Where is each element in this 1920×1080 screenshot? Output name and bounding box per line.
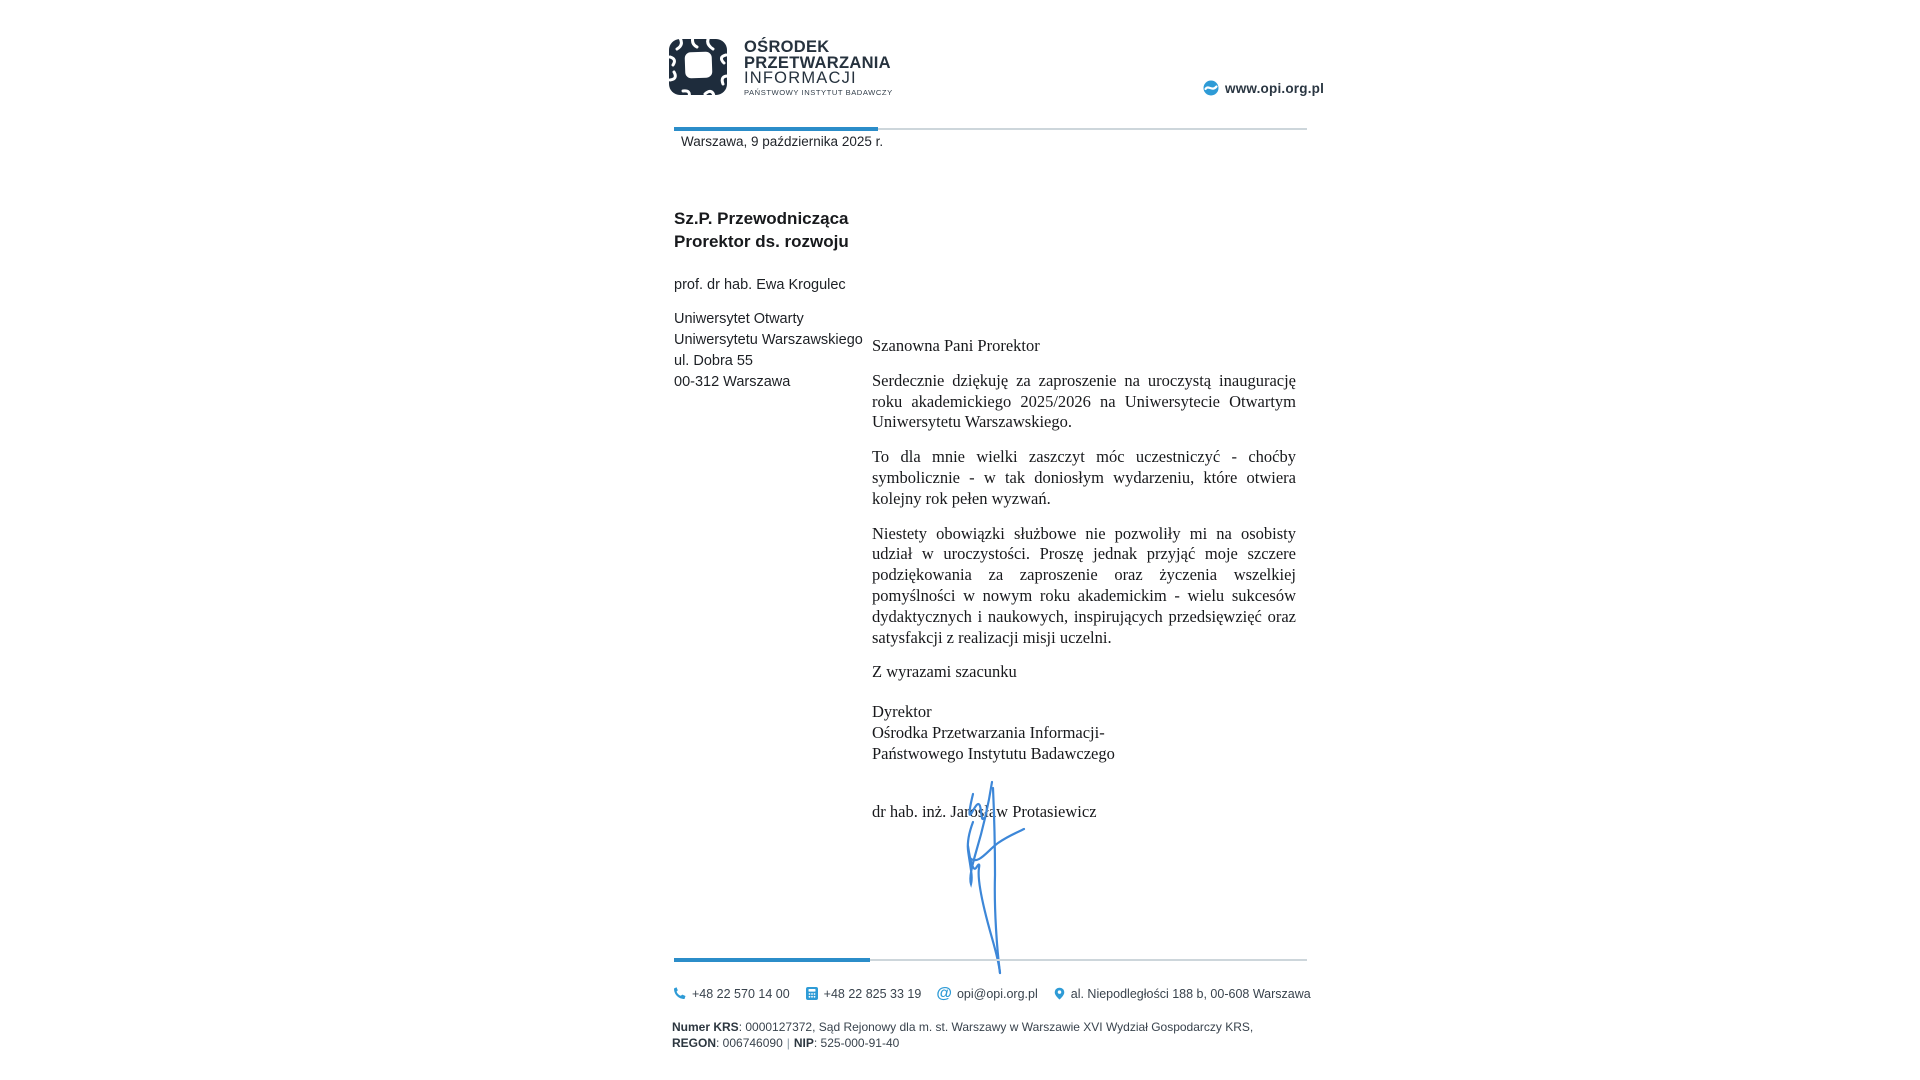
signature-title-block — [872, 701, 1296, 764]
footer-contacts — [672, 986, 1311, 1001]
krs-value: : 0000127372, Sąd Rejonowy dla m. st. Warszawy w Warszawie XVI Wydział Gospodarczy KRS, — [738, 1020, 1254, 1034]
letter-body — [872, 336, 1296, 823]
org-logo — [668, 36, 893, 98]
org-name-line2: PRZETWARZANIA — [744, 53, 891, 72]
footer-fax-value: +48 22 825 33 19 — [823, 986, 922, 1001]
footer-krs-line — [672, 1019, 1253, 1035]
at-icon: @ — [936, 984, 952, 1002]
paragraph: Serdecznie dziękuję za zaproszenie na uroczystą inaugurację roku akademickiego 2025/2026 na Uniwersytecie Otwartym Uniwersytetu Warszawskiego. — [872, 370, 1296, 432]
opi-logo-icon — [668, 36, 730, 98]
footer-address — [1053, 986, 1311, 1001]
legal-separator: | — [786, 1036, 790, 1050]
paragraph: To dla mnie wielki zaszczyt móc uczestniczyć - choćby symbolicznie - w tak doniosłym wydarzeniu, które otwiera kolejny rok pełen wyzwań. — [872, 447, 1296, 508]
footer-regon-nip-line — [672, 1035, 1253, 1051]
phone-icon — [672, 986, 687, 1001]
nip-label: NIP — [793, 1036, 814, 1050]
recipient-address-line: Uniwersytet Otwarty — [674, 311, 804, 327]
regon-label: REGON — [672, 1036, 717, 1050]
org-logo-text — [744, 40, 893, 97]
footer-email-value: opi@opi.org.pl — [956, 986, 1038, 1001]
letter-date: Warszawa, 9 października 2025 r. — [681, 134, 884, 149]
footer-phone-value: +48 22 570 14 00 — [692, 986, 790, 1001]
recipient-address-line: 00-312 Warszawa — [674, 374, 791, 390]
location-pin-icon — [1053, 986, 1066, 1001]
org-subtitle: PAŃSTWOWY INSTYTUT BADAWCZY — [744, 88, 893, 97]
handwritten-signature — [940, 780, 1120, 980]
signature-title-line: Dyrektor — [872, 702, 932, 722]
recipient-address-line: Uniwersytetu Warszawskiego — [674, 332, 863, 348]
footer-legal — [672, 1019, 1253, 1051]
footer-fax — [805, 986, 922, 1001]
recipient-title-1: Sz.P. Przewodnicząca — [674, 209, 849, 228]
footer-rule-blue — [674, 958, 870, 962]
closing-phrase: Z wyrazami szacunku — [872, 662, 1017, 682]
paragraph: Niestety obowiązki służbowe nie pozwoliły mi na osobisty udział w uroczystości. Proszę jednak przyjąć moje szczere podziękowania za zaproszenie oraz życzenia wszelkiej pomyślności w nowym roku akademickim - wielu sukcesów dydaktycznych i naukowych, inspirujących przedsięwzięć oraz satysfakcji z realizacji misji uczelni. — [872, 523, 1296, 647]
signature-title-line: Państwowego Instytutu Badawczego — [872, 744, 1115, 764]
website-label: www.opi.org.pl — [1225, 80, 1325, 96]
recipient-address — [674, 309, 863, 393]
top-rule-blue — [674, 127, 878, 131]
footer-email — [936, 984, 1038, 1002]
fax-icon — [805, 986, 819, 1001]
krs-label: Numer KRS — [672, 1020, 739, 1034]
footer-phone — [672, 986, 790, 1001]
salutation: Szanowna Pani Prorektor — [872, 336, 1040, 355]
signature-title-line: Ośrodka Przetwarzania Informacji- — [872, 723, 1105, 743]
recipient-name: prof. dr hab. Ewa Krogulec — [674, 277, 846, 293]
website-url — [1203, 80, 1324, 96]
footer-rule-gray — [870, 959, 1307, 961]
recipient-address-line: ul. Dobra 55 — [674, 353, 753, 369]
footer-address-value: al. Niepodległości 188 b, 00-608 Warszawa — [1070, 986, 1311, 1001]
nip-value: : 525-000-91-40 — [813, 1036, 900, 1050]
org-name-line1: OŚRODEK — [744, 38, 830, 56]
globe-icon — [1203, 80, 1219, 96]
recipient-titles — [674, 207, 849, 253]
recipient-title-2: Prorektor ds. rozwoju — [674, 232, 849, 251]
signer-name: dr hab. inż. Jarosław Protasiewicz — [872, 802, 1097, 822]
regon-value: : 006746090 — [716, 1036, 783, 1050]
org-name-line3: INFORMACJI — [744, 69, 857, 87]
top-rule-gray — [878, 128, 1307, 130]
